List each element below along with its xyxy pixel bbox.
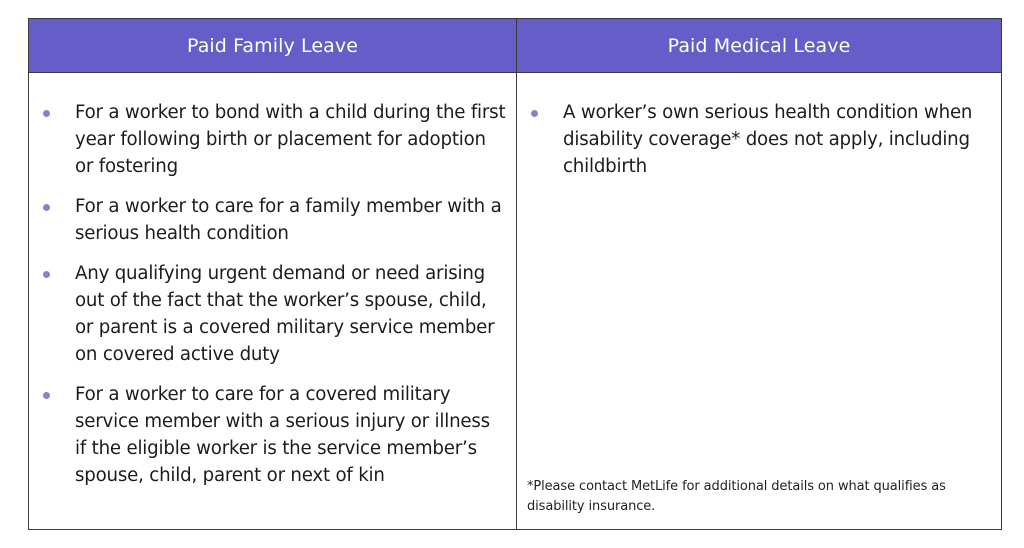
list-item: [527, 99, 989, 180]
family-leave-column: [29, 73, 517, 529]
medical-leave-column: [517, 73, 1001, 529]
bullet-dot-icon: [43, 392, 50, 399]
list-item: [39, 193, 506, 247]
list-item-text: Any qualifying urgent demand or need arising out of the fact that the worker’s spouse, child, or parent is a covered military service member on covered active duty: [75, 263, 495, 365]
list-item: [39, 260, 506, 368]
bullet-dot-icon: [531, 110, 538, 117]
list-item: [39, 99, 506, 180]
bullet-dot-icon: [43, 110, 50, 117]
list-item-text: For a worker to bond with a child during the first year following birth or placement for adoption or fostering: [75, 102, 506, 177]
disability-footnote: *Please contact MetLife for additional details on what qualifies as disability insurance.: [527, 479, 946, 514]
family-leave-list: [39, 99, 506, 489]
header-paid-medical-leave: Paid Medical Leave: [517, 19, 1001, 73]
bullet-dot-icon: [43, 204, 50, 211]
list-item-text: For a worker to care for a family member with a serious health condition: [75, 196, 502, 244]
list-item: [39, 381, 506, 489]
bullet-dot-icon: [43, 271, 50, 278]
header-paid-family-leave: Paid Family Leave: [29, 19, 517, 73]
leave-comparison-table: [28, 18, 1002, 530]
list-item-text: For a worker to care for a covered military service member with a serious injury or illness if the eligible worker is the service member’s spouse, child, parent or next of kin: [75, 384, 490, 486]
medical-leave-list: [527, 99, 989, 180]
list-item-text: A worker’s own serious health condition when disability coverage* does not apply, including childbirth: [563, 102, 973, 177]
